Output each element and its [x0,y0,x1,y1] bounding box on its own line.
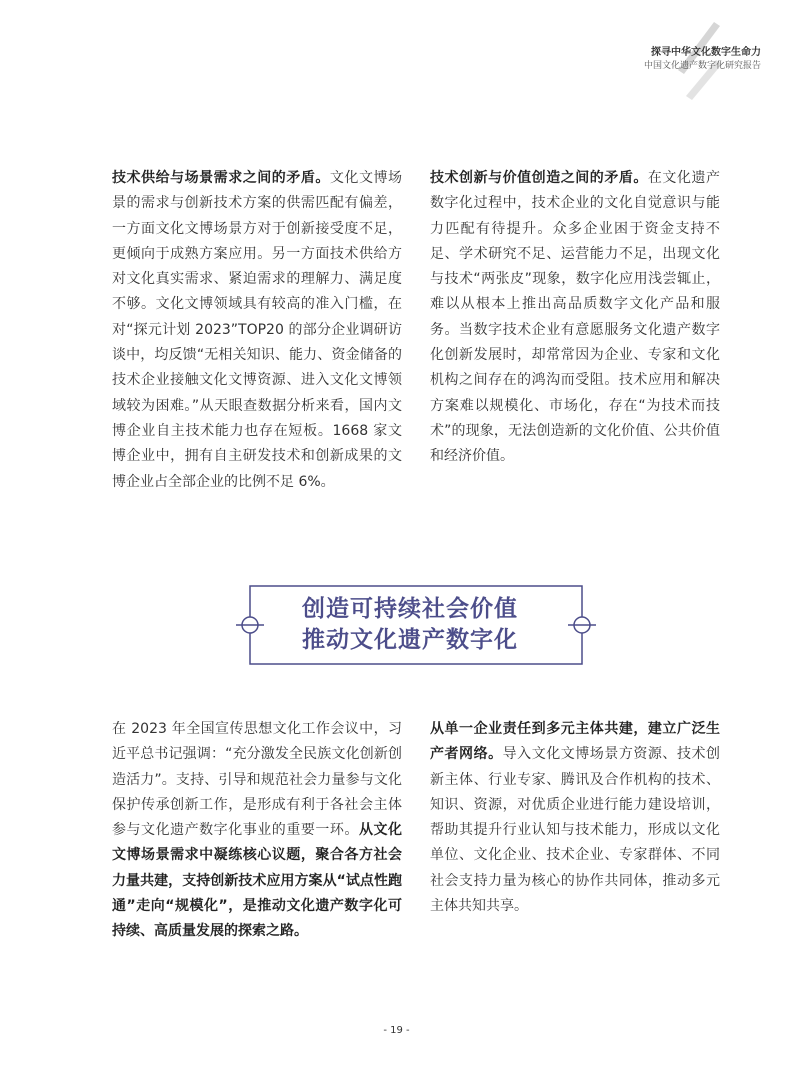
report-title: 中国文化遗产数字化研究报告 [643,61,761,71]
paragraph-heading: 从单一企业责任到多元主体共建，建立广泛生产者网络。 [430,721,720,763]
paragraph-intro: 在 2023 年全国宣传思想文化工作会议中，习近平总书记强调：“充分激发全民族文化创新创造活力”。支持、引导和规范社会力量参与文化保护传承创新工作，是形成有利于各社会主体参与文化遗产数字化事业的重要一环。 [112,721,402,839]
banner-title-line-1: 创造可持续社会价值 [302,596,518,622]
paragraph-social-participation [112,717,402,945]
page-number: - 19 - [383,1025,410,1036]
paragraph-body: 在文化遗产数字化过程中，技术企业的文化自觉意识与能力匹配有待提升。众多企业困于资金支持不足、学术研究不足、运营能力不足，出现文化与技术“两张皮”现象，数字化应用浅尝辄止，难以从根本上推出高品质数字文化产品和服务。当数字技术企业有意愿服务文化遗产数字化创新发展时，却常常因为企业、专家和文化机构之间存在的鸿沟而受阻。技术应用和解决方案难以规模化、市场化，存在“为技术而技术”的现象，无法创造新的文化价值、公共价值和经济价值。 [430,170,721,465]
section-banner [250,594,570,656]
paragraph-producer-network [430,717,720,919]
paragraph-emphasis: 从文化文博场景需求中凝练核心议题，聚合各方社会力量共建，支持创新技术应用方案从“试点性跑通”走向“规模化”，是推动文化遗产数字化可持续、高质量发展的探索之路。 [112,822,403,940]
paragraph-heading: 技术供给与场景需求之间的矛盾。 [112,170,330,186]
report-series-title: 探寻中华文化数字生命力 [651,47,761,58]
paragraph-heading: 技术创新与价值创造之间的矛盾。 [430,170,648,186]
paragraph-innovation-value [430,166,720,470]
paragraph-body: 文化文博场景的需求与创新技术方案的供需匹配有偏差，一方面文化文博场景方对于创新接受度不足，更倾向于成熟方案应用。另一方面技术供给方对文化真实需求、紧迫需求的理解力、满足度不够。文化文博领域具有较高的准入门槛，在对“探元计划 2023”TOP20 的部分企业调研访谈中，均反馈“无相关知识、能力、资金储备的技术企业接触文化文博资源、进入文化文博领域较为困难。”从天眼查数据分析来看，国内文博企业自主技术能力也存在短板。1668 家文博企业中，拥有自主研发技术和创新成果的文博企业占全部企业的比例不足 6%。 [112,170,403,490]
running-header [644,46,761,73]
paragraph-supply-demand [112,166,402,495]
banner-title-line-2: 推动文化遗产数字化 [302,627,518,653]
paragraph-body: 导入文化文博场景方资源、技术创新主体、行业专家、腾讯及合作机构的技术、知识、资源，对优质企业进行能力建设培训，帮助其提升行业认知与技术能力，形成以文化单位、文化企业、技术企业、专家群体、不同社会支持力量为核心的协作共同体，推动多元主体共知共享。 [430,746,721,915]
